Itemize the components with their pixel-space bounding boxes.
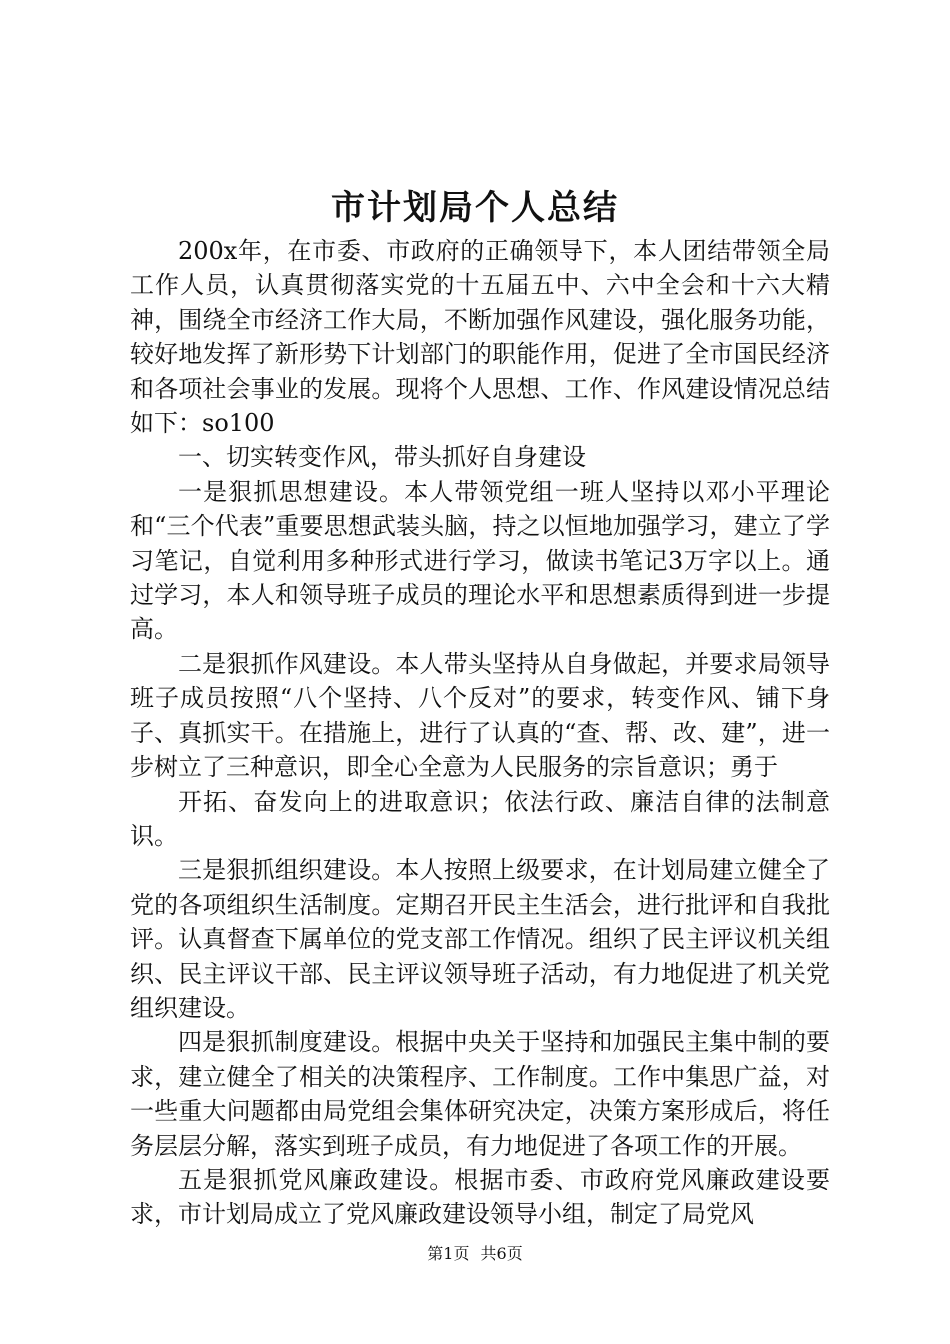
paragraph-ideology: 一是狠抓思想建设。本人带领党组一班人坚持以邓小平理论和“三个代表”重要思想武装头脑，持之以恒地加强学习，建立了学习笔记，自觉利用多种形式进行学习，做读书笔记3万字以上。通过学习，本人和领导班子成员的理论水平和思想素质得到进一步提高。 — [130, 477, 830, 644]
document-title: 市计划局个人总结 — [331, 188, 619, 228]
paragraph-integrity: 五是狠抓党风廉政建设。根据市委、市政府党风廉政建设要求，市计划局成立了党风廉政建设领导小组，制定了局党风 — [130, 1165, 830, 1229]
paragraph-work-style-cont: 开拓、奋发向上的进取意识；依法行政、廉洁自律的法制意识。 — [130, 787, 830, 850]
page-total: 共6页 — [480, 1244, 523, 1263]
section-heading: 一、切实转变作风，带头抓好自身建设 — [178, 443, 586, 472]
paragraph-intro: 200x年，在市委、市政府的正确领导下，本人团结带领全局工作人员，认真贯彻落实党的十五届五中、六中全会和十六大精神，围绕全市经济工作大局，不断加强作风建设，强化服务功能，较好地发挥了新形势下计划部门的职能作用，促进了全市国民经济和各项社会事业的发展。现将个人思想、工作、作风建设情况总结如下：so100 — [130, 237, 830, 438]
page-footer — [0, 1242, 950, 1266]
paragraph-work-style: 二是狠抓作风建设。本人带头坚持从自身做起，并要求局领导班子成员按照“八个坚持、八个反对”的要求，转变作风、铺下身子、真抓实干。在措施上，进行了认真的“查、帮、改、建”，进一步树立了三种意识，即全心全意为人民服务的宗旨意识；勇于 — [130, 649, 830, 782]
paragraph-system: 四是狠抓制度建设。根据中央关于坚持和加强民主集中制的要求，建立健全了相关的决策程序、工作制度。工作中集思广益，对一些重大问题都由局党组会集体研究决定，决策方案形成后，将任务层层分解，落实到班子成员，有力地促进了各项工作的开展。 — [130, 1028, 830, 1160]
document-body — [130, 234, 830, 1232]
paragraph-organization: 三是狠抓组织建设。本人按照上级要求，在计划局建立健全了党的各项组织生活制度。定期召开民主生活会，进行批评和自我批评。认真督查下属单位的党支部工作情况。组织了民主评议机关组织、民主评议干部、民主评议领导班子活动，有力地促进了机关党组织建设。 — [130, 856, 830, 1022]
page-number: 第1页 — [427, 1244, 470, 1263]
